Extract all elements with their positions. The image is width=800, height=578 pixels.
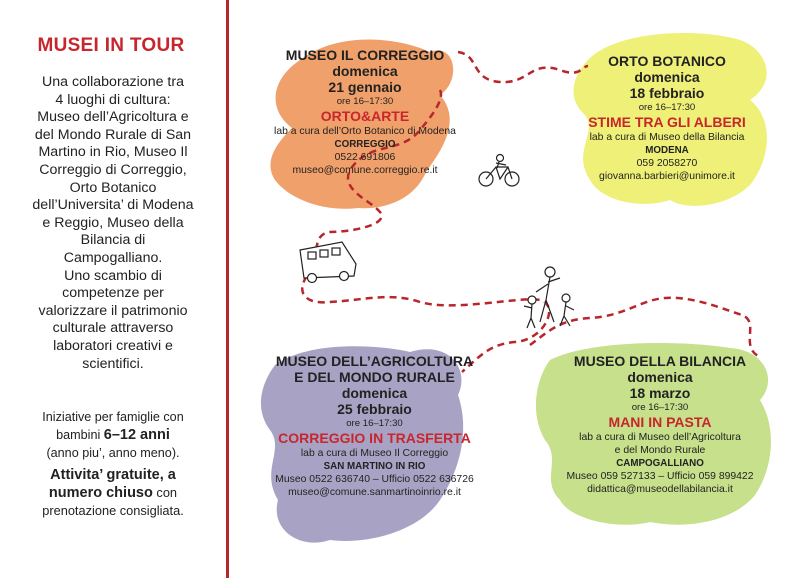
- families-note: Iniziative per famiglie con bambini 6–12 anni (anno piu’, anno meno).: [42, 410, 184, 460]
- event-title: CORREGGIO IN TRASFERTA: [278, 430, 471, 446]
- event-day: domenica: [627, 369, 693, 385]
- phone: 059 2058270: [636, 158, 698, 169]
- event-time: ore 16–17:30: [346, 418, 403, 429]
- event-card-correggio: [250, 47, 480, 177]
- intro-line: competenze per: [62, 285, 164, 302]
- event-card-bilancia: [532, 353, 788, 496]
- intro-line: culturale attraverso: [52, 320, 174, 337]
- intro-line: Campogalliano.: [63, 249, 163, 266]
- event-title: MANI IN PASTA: [608, 414, 712, 430]
- intro-line: Correggio di Correggio,: [39, 161, 187, 178]
- intro-line: scientifici.: [82, 355, 144, 372]
- event-time: ore 16–17:30: [638, 102, 696, 113]
- email[interactable]: museo@comune.correggio.re.it: [292, 165, 438, 176]
- camper-van-icon: [300, 242, 356, 283]
- phone: Museo 0522 636740 – Ufficio 0522 636726: [275, 474, 474, 485]
- vertical-divider: [226, 0, 229, 578]
- email[interactable]: giovanna.barbieri@unimore.it: [599, 171, 735, 182]
- free-activities-note: Attivita’ gratuite, a numero chiuso con prenotazione consigliata.: [42, 467, 184, 518]
- event-title: ORTO&ARTE: [320, 108, 410, 124]
- event-day: domenica: [341, 385, 408, 401]
- intro-line: dell’Universita’ di Modena: [32, 197, 194, 214]
- email[interactable]: museo@comune.sanmartinoinrio.re.it: [288, 487, 461, 498]
- intro-line: e Reggio, Museo della: [42, 214, 184, 231]
- event-city: MODENA: [645, 145, 689, 156]
- event-date: 21 gennaio: [328, 79, 402, 95]
- intro-line: Una collaborazione tra: [42, 74, 184, 90]
- intro-line: Bilancia di: [80, 232, 146, 249]
- page-title: MUSEI IN TOUR: [37, 35, 185, 56]
- event-city: CAMPOGALLIANO: [616, 458, 704, 469]
- event-city: CORREGGIO: [334, 139, 396, 150]
- intro-line: Martino in Rio, Museo Il: [38, 144, 188, 161]
- lab-credit-line2: e del Mondo Rurale: [614, 445, 706, 456]
- event-city: SAN MARTINO IN RIO: [323, 461, 426, 472]
- museum-name: ORTO BOTANICO: [608, 53, 726, 69]
- museum-name: MUSEO DELLA BILANCIA: [573, 353, 747, 369]
- event-day: domenica: [332, 63, 398, 79]
- museum-name: MUSEO IL CORREGGIO: [285, 47, 445, 63]
- intro-line: Museo dell’Agricoltura e: [37, 109, 189, 126]
- event-title: STIME TRA GLI ALBERI: [588, 114, 746, 130]
- intro-line: laboratori creativi e: [53, 337, 173, 354]
- museum-name: MUSEO DELL’AGRICOLTURA: [275, 353, 474, 369]
- intro-line: Orto Botanico: [69, 179, 157, 196]
- lab-credit: lab a cura dell’Orto Botanico di Modena: [274, 126, 456, 137]
- event-date: 18 febbraio: [629, 85, 705, 101]
- lab-credit: lab a cura di Museo Il Correggio: [300, 448, 449, 459]
- event-time: ore 16–17:30: [336, 96, 394, 107]
- event-card-agricoltura: [242, 353, 507, 499]
- phone: Museo 059 527133 – Ufficio 059 899422: [566, 471, 754, 482]
- event-time: ore 16–17:30: [631, 402, 689, 413]
- intro-line: Uno scambio di: [64, 267, 162, 284]
- intro-panel: [0, 0, 222, 578]
- phone: 0522 691806: [334, 152, 396, 163]
- lab-credit: lab a cura di Museo dell’Agricoltura: [579, 432, 741, 443]
- museum-name-line2: E DEL MONDO RURALE: [294, 369, 455, 385]
- email[interactable]: didattica@museodellabilancia.it: [587, 484, 733, 495]
- event-day: domenica: [634, 69, 700, 85]
- lab-credit: lab a cura di Museo della Bilancia: [589, 132, 745, 143]
- event-date: 18 marzo: [629, 385, 691, 401]
- intro-text: [8, 74, 218, 373]
- bicycle-icon: [479, 155, 519, 187]
- intro-line: valorizzare il patrimonio: [38, 302, 188, 319]
- intro-line: del Mondo Rurale di San: [34, 126, 192, 143]
- intro-line: 4 luoghi di cultura:: [55, 91, 171, 108]
- event-date: 25 febbraio: [337, 401, 412, 417]
- event-card-orto-botanico: [552, 53, 782, 183]
- tour-map: [230, 0, 800, 578]
